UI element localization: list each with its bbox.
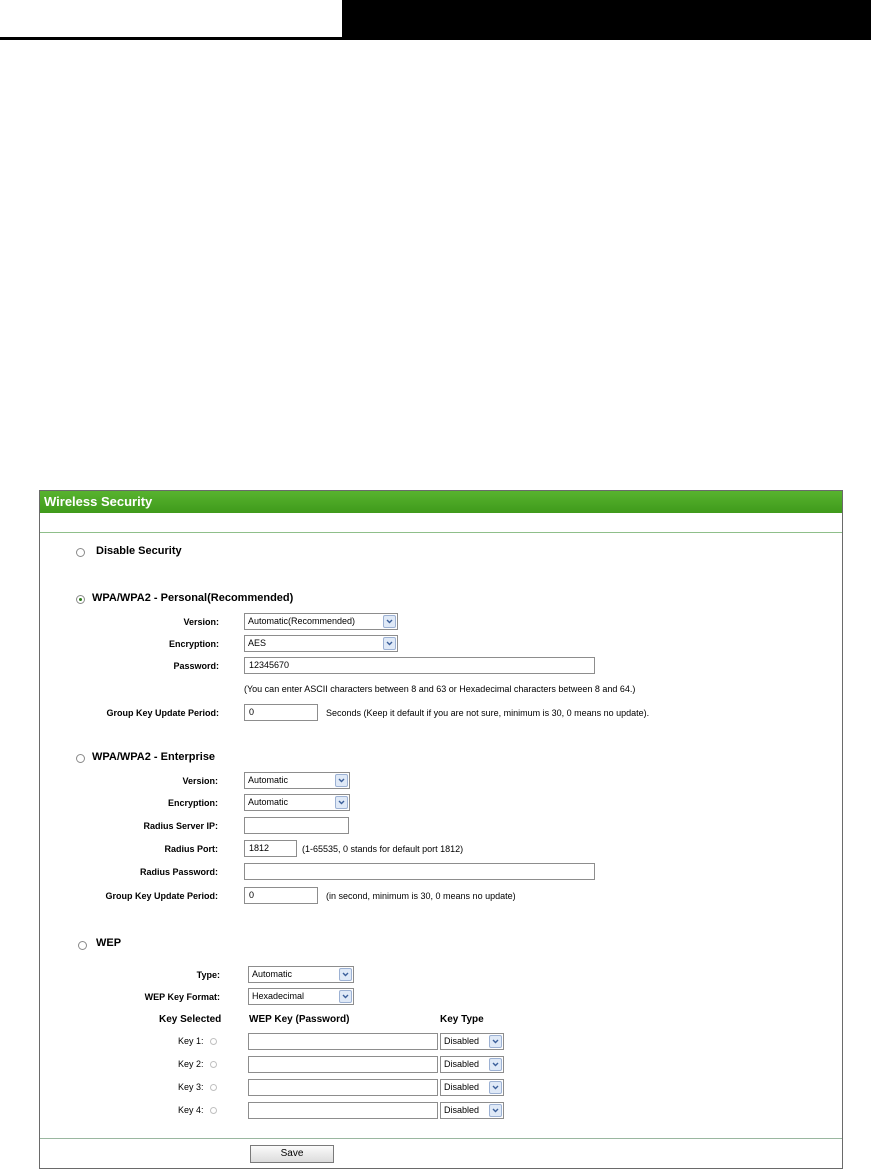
footer-divider — [40, 1138, 842, 1139]
key3-type-value: Disabled — [444, 1082, 480, 1092]
chevron-down-icon — [489, 1035, 502, 1048]
key1-label: Key 1: — [178, 1036, 204, 1046]
col-key-selected: Key Selected — [159, 1014, 222, 1025]
key4-type-select[interactable] — [440, 1102, 504, 1119]
personal-encryption-value: AES — [248, 638, 267, 648]
chevron-down-icon — [489, 1058, 502, 1071]
chevron-down-icon — [335, 796, 348, 809]
key4-label: Key 4: — [178, 1105, 204, 1115]
enterprise-gkup-label: Group Key Update Period: — [105, 891, 218, 901]
wpa-enterprise-label: WPA/WPA2 - Enterprise — [92, 751, 216, 763]
key4-type-value: Disabled — [444, 1105, 480, 1115]
chevron-down-icon — [383, 615, 396, 628]
key1-radio[interactable] — [210, 1038, 217, 1045]
wireless-security-panel — [39, 490, 843, 1169]
wpa-personal-radio[interactable] — [76, 595, 85, 604]
document-header-rule — [0, 37, 342, 40]
disable-security-label: Disable Security — [96, 545, 182, 557]
radius-port-label: Radius Port: — [164, 844, 218, 854]
personal-password-note: (You can enter ASCII characters between 8 and 63 or Hexadecimal characters between 8 and 64.) — [244, 684, 636, 694]
key3-label: Key 3: — [178, 1082, 204, 1092]
save-button[interactable]: Save — [250, 1145, 334, 1163]
col-key-type: Key Type — [440, 1014, 484, 1025]
key4-input[interactable] — [248, 1102, 438, 1119]
wep-type-value: Automatic — [252, 969, 293, 979]
enterprise-version-value: Automatic — [248, 775, 289, 785]
wep-label: WEP — [96, 937, 122, 949]
personal-gkup-input[interactable]: 0 — [244, 704, 318, 721]
chevron-down-icon — [489, 1081, 502, 1094]
personal-password-label: Password: — [173, 661, 219, 671]
enterprise-version-select[interactable] — [244, 772, 350, 789]
key1-input[interactable] — [248, 1033, 438, 1050]
wep-format-value: Hexadecimal — [252, 991, 305, 1001]
key3-type-select[interactable] — [440, 1079, 504, 1096]
enterprise-encryption-label: Encryption: — [167, 798, 218, 808]
personal-encryption-select[interactable] — [244, 635, 398, 652]
document-header-bar — [342, 0, 871, 40]
panel-title: Wireless Security — [44, 494, 153, 509]
key2-input[interactable] — [248, 1056, 438, 1073]
chevron-down-icon — [383, 637, 396, 650]
enterprise-encryption-value: Automatic — [248, 797, 289, 807]
wep-type-select[interactable] — [248, 966, 354, 983]
radius-password-input[interactable] — [244, 863, 595, 880]
personal-version-label: Version: — [183, 617, 219, 627]
personal-gkup-note: Seconds (Keep it default if you are not sure, minimum is 30, 0 means no update). — [326, 708, 650, 718]
chevron-down-icon — [335, 774, 348, 787]
chevron-down-icon — [339, 990, 352, 1003]
wep-radio[interactable] — [78, 941, 87, 950]
chevron-down-icon — [339, 968, 352, 981]
wep-format-label: WEP Key Format: — [144, 992, 220, 1002]
wep-format-select[interactable] — [248, 988, 354, 1005]
wpa-enterprise-radio[interactable] — [76, 754, 85, 763]
wep-type-label: Type: — [196, 970, 220, 980]
enterprise-encryption-select[interactable] — [244, 794, 350, 811]
header-divider — [40, 532, 842, 533]
enterprise-version-label: Version: — [182, 776, 218, 786]
enterprise-gkup-note: (in second, minimum is 30, 0 means no update) — [326, 891, 516, 901]
key1-type-value: Disabled — [444, 1036, 480, 1046]
personal-version-value: Automatic(Recommended) — [248, 616, 356, 626]
personal-version-select[interactable] — [244, 613, 398, 630]
wpa-personal-label: WPA/WPA2 - Personal(Recommended) — [92, 592, 294, 604]
radius-port-input[interactable]: 1812 — [244, 840, 297, 857]
personal-gkup-label: Group Key Update Period: — [106, 708, 219, 718]
personal-encryption-label: Encryption: — [168, 639, 219, 649]
key4-radio[interactable] — [210, 1107, 217, 1114]
chevron-down-icon — [489, 1104, 502, 1117]
enterprise-gkup-input[interactable]: 0 — [244, 887, 318, 904]
radius-port-note: (1-65535, 0 stands for default port 1812) — [302, 844, 464, 854]
key1-type-select[interactable] — [440, 1033, 504, 1050]
key2-label: Key 2: — [178, 1059, 204, 1069]
key3-input[interactable] — [248, 1079, 438, 1096]
panel-header — [40, 491, 842, 513]
radius-ip-label: Radius Server IP: — [143, 821, 218, 831]
col-wep-key: WEP Key (Password) — [249, 1014, 350, 1025]
personal-password-input[interactable]: 12345670 — [244, 657, 595, 674]
radius-password-label: Radius Password: — [139, 867, 218, 877]
key2-type-value: Disabled — [444, 1059, 480, 1069]
disable-security-radio[interactable] — [76, 548, 85, 557]
key2-type-select[interactable] — [440, 1056, 504, 1073]
radius-ip-input[interactable] — [244, 817, 349, 834]
key3-radio[interactable] — [210, 1084, 217, 1091]
key2-radio[interactable] — [210, 1061, 217, 1068]
